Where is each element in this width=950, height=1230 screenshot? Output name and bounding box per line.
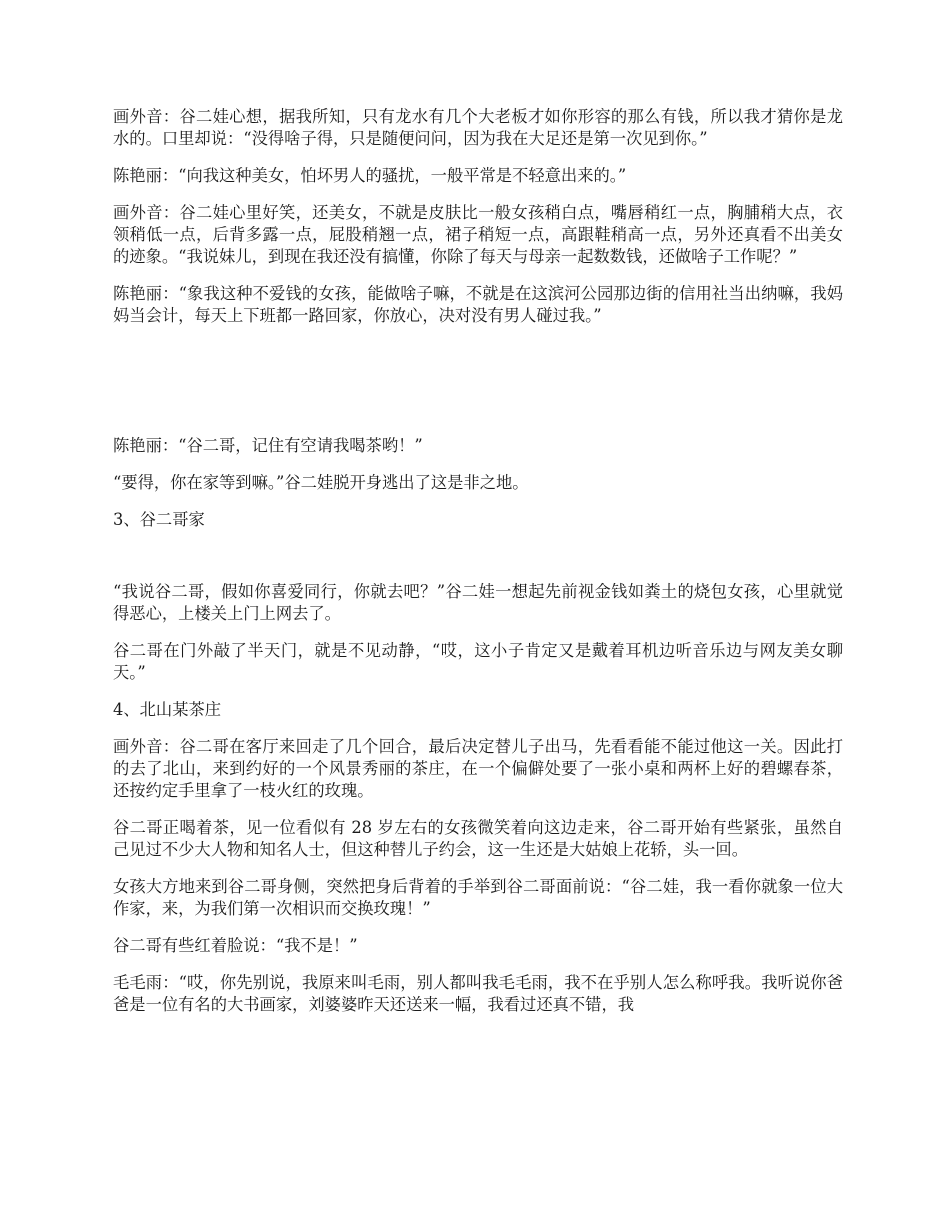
paragraph-dialogue-gu-3: 谷二哥有些红着脸说：“我不是！” xyxy=(113,936,358,955)
paragraph-narration-4: 画外音：谷二哥在客厅来回走了几个回合，最后决定替儿子出马，先看看能不能过他这一关。因此打的去了北山，来到约好的一个风景秀丽的茶庄，在一个偏僻处要了一张小桌和两杯上好的碧螺春茶，还按约定手里拿了一枝火红的玫瑰。 xyxy=(113,737,843,800)
paragraph-narration-3: 谷二哥在门外敲了半天门，就是不见动静，“哎，这小子肯定又是戴着耳机边听音乐边与网友美女聊天。” xyxy=(113,641,843,682)
paragraph-narration-1: 画外音：谷二娃心想，据我所知，只有龙水有几个大老板才如你形容的那么有钱，所以我才猜你是龙水的。口里却说：“没得啥子得，只是随便问问，因为我在大足还是第一次见到你。” xyxy=(113,107,843,148)
paragraph-narration-2: 画外音：谷二娃心里好笑，还美女，不就是皮肤比一般女孩稍白点，嘴唇稍红一点，胸脯稍大点，衣领稍低一点，后背多露一点，屁股稍翘一点，裙子稍短一点，高跟鞋稍高一点，另外还真看不出美女的迹象。“我说妹儿，到现在我还没有搞懂，你除了每天与母亲一起数数钱，还做啥子工作呢？” xyxy=(113,203,843,266)
paragraph-dialogue-gu-2: “我说谷二哥，假如你喜爱同行，你就去吧？”谷二娃一想起先前视金钱如粪土的烧包女孩，心里就觉得恶心，上楼关上门上网去了。 xyxy=(113,582,843,623)
paragraph-dialogue-gu-1: “要得，你在家等到嘛。”谷二娃脱开身逃出了这是非之地。 xyxy=(113,473,529,492)
section-heading-4: 4、北山某茶庄 xyxy=(113,700,222,719)
paragraph-narration-5: 谷二哥正喝着茶，见一位看似有 28 岁左右的女孩微笑着向这边走来，谷二哥开始有些紧张，虽然自己见过不少大人物和知名人士，但这种替儿子约会，这一生还是大姑娘上花轿，头一回。 xyxy=(113,818,843,859)
paragraph-dialogue-chen-1: 陈艳丽：“向我这种美女，怕坏男人的骚扰，一般平常是不轻意出来的。” xyxy=(113,166,627,185)
paragraph-dialogue-chen-2: 陈艳丽：“象我这种不爱钱的女孩，能做啥子嘛，不就是在这滨河公园那边街的信用社当出纳嘛，我妈妈当会计，每天上下班都一路回家，你放心，决对没有男人碰过我。” xyxy=(113,284,843,325)
section-heading-3: 3、谷二哥家 xyxy=(113,510,205,529)
paragraph-dialogue-maomaoyu-1: 毛毛雨：“哎，你先别说，我原来叫毛雨，别人都叫我毛毛雨，我不在乎别人怎么称呼我。我听说你爸爸是一位有名的大书画家，刘婆婆昨天还送来一幅，我看过还真不错，我 xyxy=(113,973,843,1014)
paragraph-dialogue-chen-3: 陈艳丽：“谷二哥，记住有空请我喝茶哟！” xyxy=(113,436,423,455)
document-page xyxy=(113,106,843,1016)
paragraph-narration-6: 女孩大方地来到谷二哥身侧，突然把身后背着的手举到谷二哥面前说：“谷二娃，我一看你就象一位大作家，来，为我们第一次相识而交换玫瑰！” xyxy=(113,877,843,918)
